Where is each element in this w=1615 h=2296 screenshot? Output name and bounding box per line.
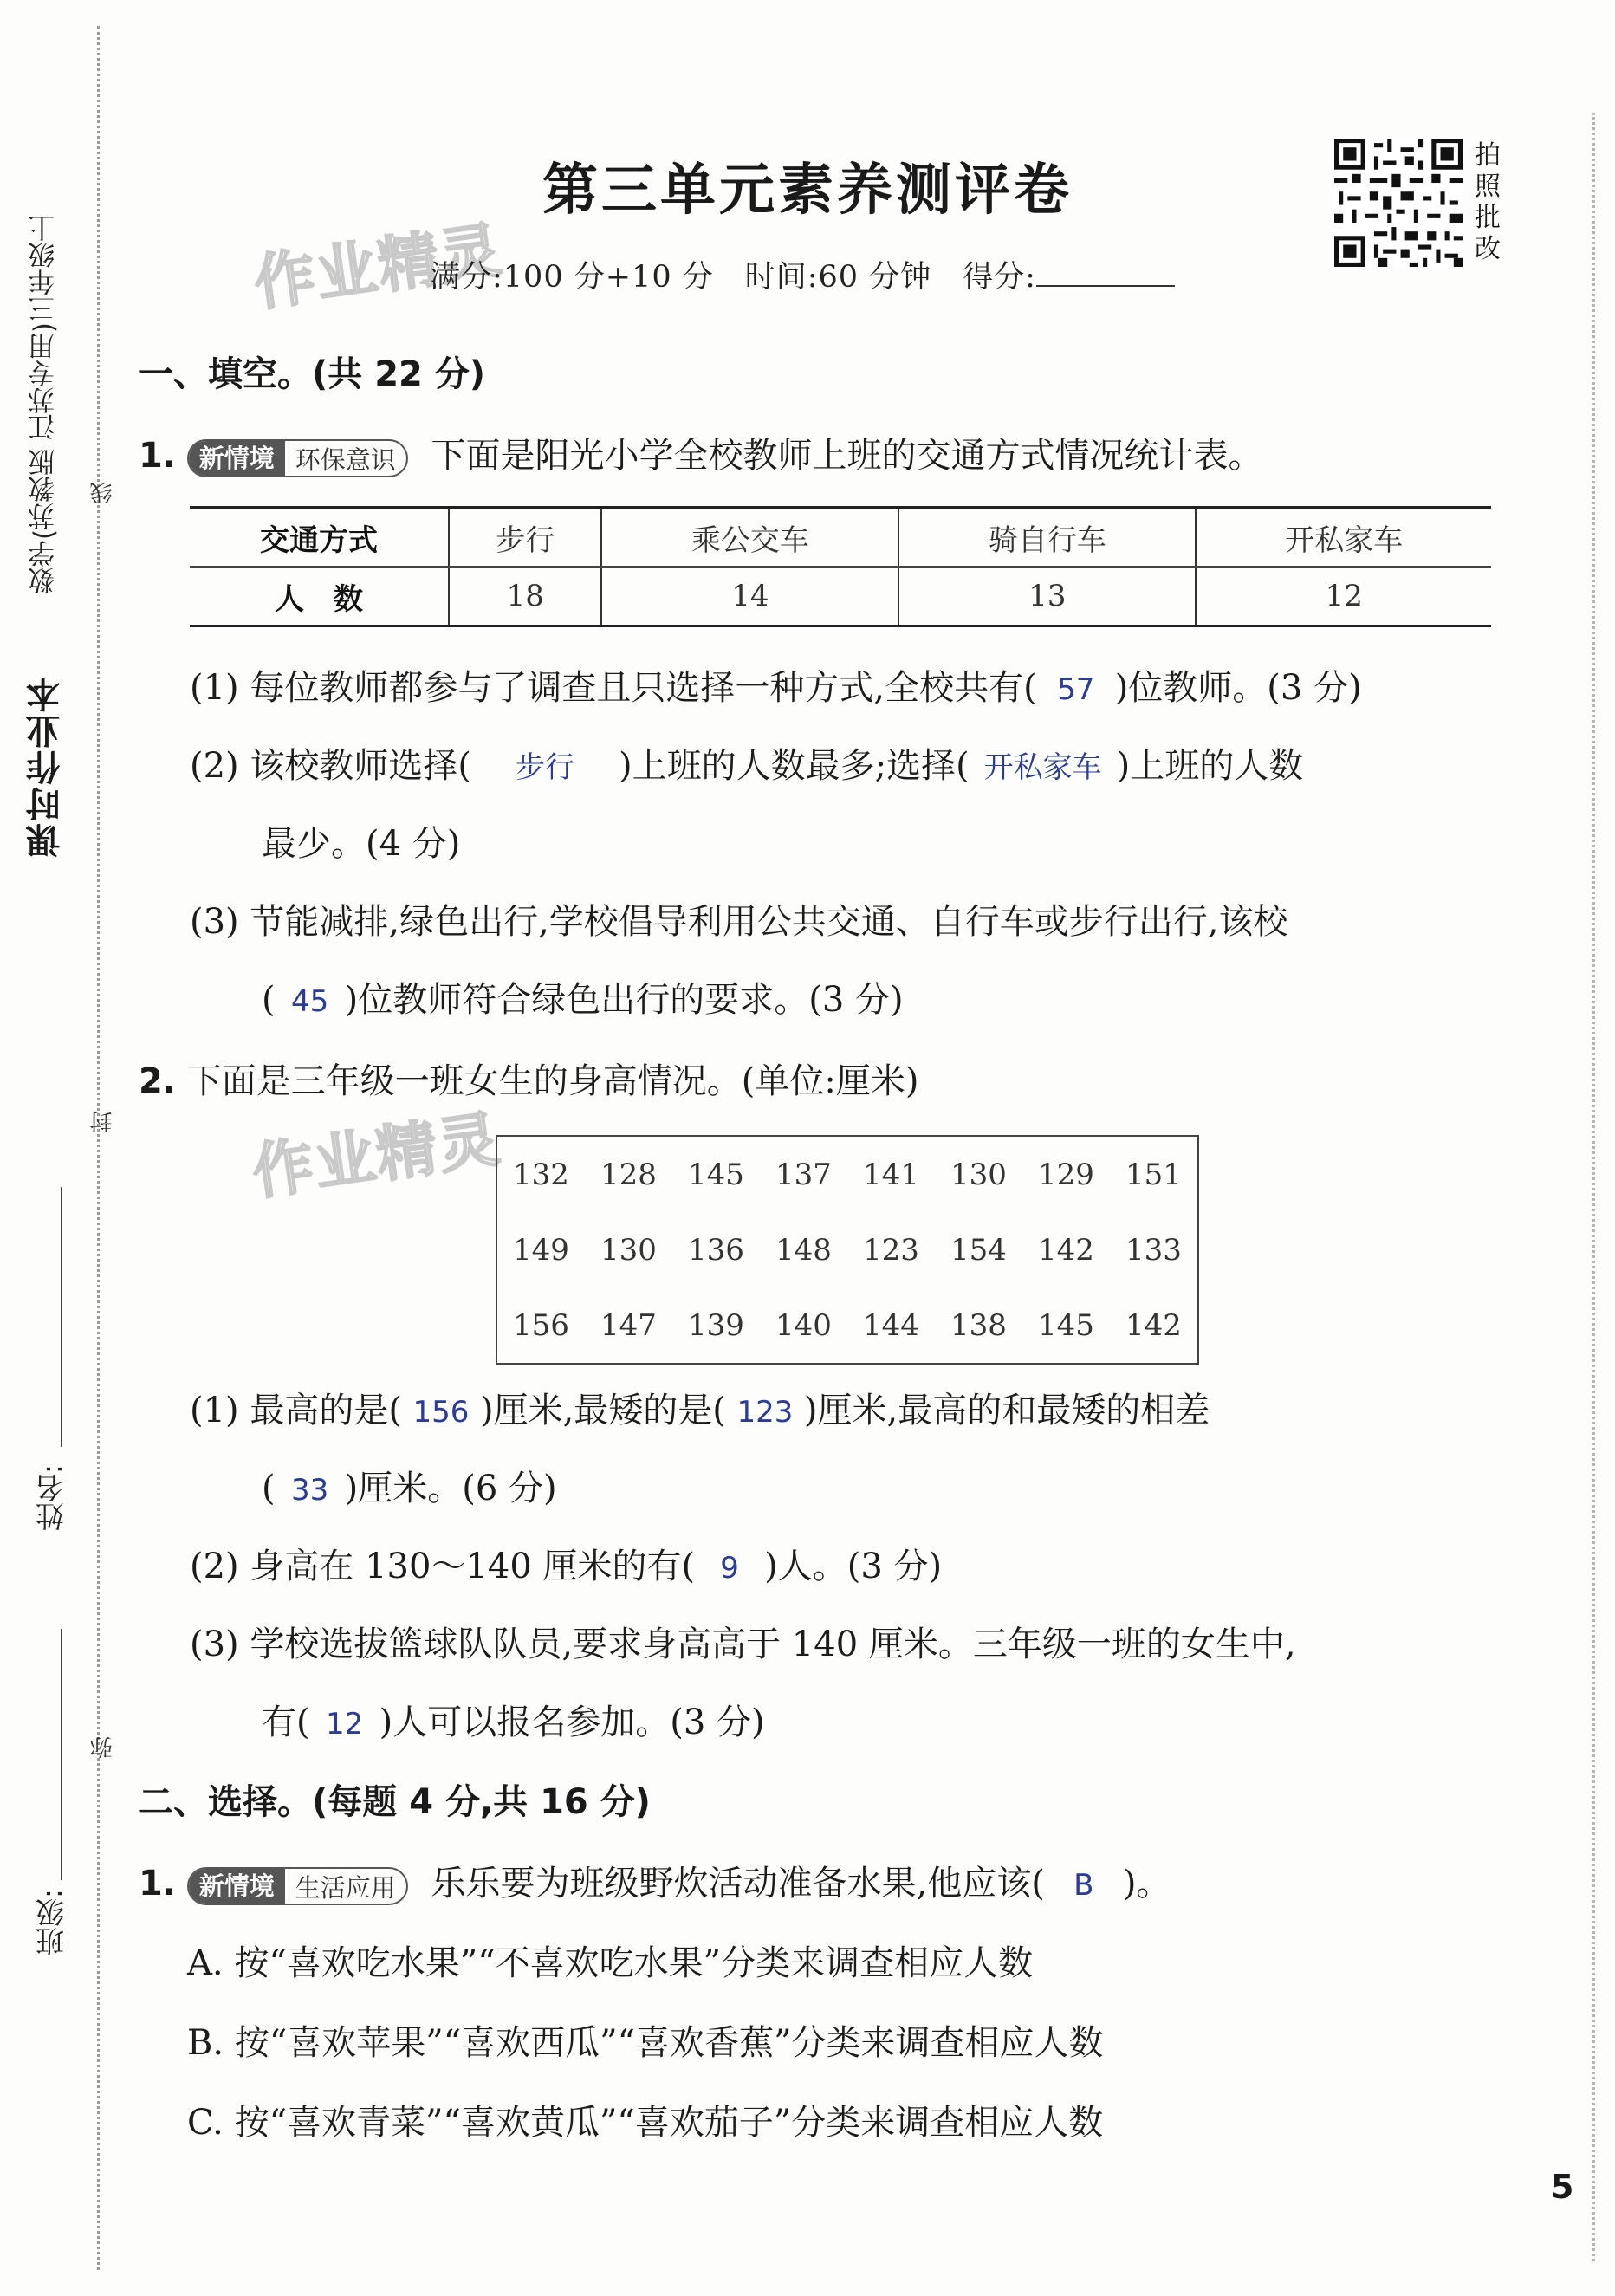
s2-q1-answer[interactable]: B <box>1073 1868 1094 1903</box>
table-header-cell: 交通方式 <box>190 508 449 568</box>
exam-meta <box>430 253 1175 296</box>
table-cell: 149 <box>513 1232 569 1268</box>
q1-part1-answer[interactable]: 57 <box>1057 672 1095 707</box>
q1-part2-answer2[interactable]: 开私家车 <box>983 750 1102 785</box>
q1-part3-pre: ( <box>262 980 276 1020</box>
table-cell: 138 <box>950 1307 1007 1343</box>
table-row <box>496 1212 1198 1287</box>
q1-part2-mid: )上班的人数最多;选择( <box>618 746 970 786</box>
qr-label <box>1473 140 1502 265</box>
option-b[interactable]: B. 按“喜欢苹果”“喜欢西瓜”“喜欢香蕉”分类来调查相应人数 <box>187 2023 1104 2063</box>
q2-part3b-pre: 有( <box>262 1703 310 1742</box>
table-cell: 130 <box>600 1232 657 1268</box>
table-cell: 136 <box>688 1232 744 1268</box>
scenario-tag <box>187 439 408 477</box>
name-blank-line <box>61 1187 62 1447</box>
seal-mi-char: 弥 <box>90 1736 116 1759</box>
q2-part2-post: )人。(3 分) <box>764 1547 943 1586</box>
table-cell: 13 <box>898 567 1196 626</box>
q1-part2-answer1[interactable]: 步行 <box>515 750 574 785</box>
table-cell: 137 <box>775 1157 832 1192</box>
table-cell: 144 <box>863 1307 919 1343</box>
table-cell: 骑自行车 <box>898 508 1196 568</box>
score-blank[interactable] <box>1036 261 1175 287</box>
q1-part2-post: )上班的人数 <box>1116 746 1304 786</box>
q1-part2-pre: (2) 该校教师选择( <box>190 746 471 786</box>
watermark-middle: 作业精灵 <box>248 1103 506 1209</box>
seal-line-char: 线 <box>90 482 116 504</box>
q1-stem <box>139 428 1263 477</box>
table-cell: 123 <box>863 1232 919 1268</box>
table-cell: 156 <box>513 1307 569 1343</box>
table-cell: 141 <box>863 1157 919 1192</box>
q1-part3-answer[interactable]: 45 <box>290 984 329 1019</box>
page-title: 第三单元素养测评卷 <box>542 158 1073 223</box>
qr-code-icon[interactable] <box>1334 139 1463 267</box>
table-cell: 145 <box>1038 1307 1094 1343</box>
q2-part3b-answer[interactable]: 12 <box>325 1707 364 1741</box>
qr-label-char: 照 <box>1475 172 1501 202</box>
s2-q1-stem <box>139 1856 1171 1905</box>
table-cell: 129 <box>1038 1157 1094 1192</box>
table-cell: 154 <box>950 1232 1007 1268</box>
section2-heading: 二、选择。(每题 4 分,共 16 分) <box>139 1782 651 1822</box>
q2-part1-pre: (1) 最高的是( <box>190 1391 402 1430</box>
table-row <box>496 1287 1198 1364</box>
class-label: 班级: <box>35 1889 68 1956</box>
qr-label-char: 拍 <box>1475 140 1501 171</box>
q1-part3-post: )位教师符合绿色出行的要求。(3 分) <box>344 980 904 1020</box>
book-subtitle: 数学(苏教版 江苏专用)三年级上 <box>29 215 60 594</box>
table-cell: 145 <box>688 1157 744 1192</box>
q2-part1b-pre: ( <box>262 1469 276 1508</box>
option-c[interactable]: C. 按“喜欢青菜”“喜欢黄瓜”“喜欢茄子”分类来调查相应人数 <box>187 2103 1104 2143</box>
q2-part2-answer[interactable]: 9 <box>720 1551 739 1586</box>
tag-topic: 生活应用 <box>295 1872 396 1903</box>
q1-part3: (3) 节能减排,绿色出行,学校倡导利用公共交通、自行车或步行出行,该校 <box>190 902 1288 942</box>
q1-part2-continued: 最少。(4 分) <box>262 824 461 864</box>
qr-label-char: 批 <box>1475 203 1501 233</box>
scenario-tag <box>187 1867 408 1905</box>
table-cell: 12 <box>1196 567 1491 626</box>
table-cell: 142 <box>1038 1232 1094 1268</box>
q2-part1-answer1[interactable]: 156 <box>412 1395 470 1430</box>
height-table <box>496 1135 1199 1365</box>
q1-part1-post: )位教师。(3 分) <box>1114 668 1362 708</box>
table-cell: 130 <box>950 1157 1007 1192</box>
table-cell: 18 <box>449 567 601 626</box>
q2-part1 <box>190 1383 1210 1432</box>
q2-part3: (3) 学校选拔篮球队队员,要求身高高于 140 厘米。三年级一班的女生中, <box>190 1625 1296 1664</box>
q1-part2 <box>190 738 1303 788</box>
q2-part2 <box>190 1539 942 1588</box>
tag-topic: 环保意识 <box>295 444 396 475</box>
table-cell: 133 <box>1125 1232 1182 1268</box>
seal-feng-char: 封 <box>90 1111 116 1133</box>
q1-part3-continued <box>262 972 904 1022</box>
table-cell: 142 <box>1125 1307 1182 1343</box>
tag-new-scenario: 新情境 <box>189 1869 285 1904</box>
q2-part2-pre: (2) 身高在 130～140 厘米的有( <box>190 1547 696 1586</box>
s2-q1-text: 乐乐要为班级野炊活动准备水果,他应该( <box>431 1864 1045 1904</box>
table-row <box>496 1136 1198 1212</box>
binding-dotted-line <box>97 26 100 2270</box>
class-blank-line <box>61 1629 62 1880</box>
table-cell: 151 <box>1125 1157 1182 1192</box>
q2-part3b-post: )人可以报名参加。(3 分) <box>379 1703 765 1742</box>
q1-text: 下面是阳光小学全校教师上班的交通方式情况统计表。 <box>431 436 1263 476</box>
watermark-top: 作业精灵 <box>250 214 508 320</box>
transport-table <box>190 506 1491 627</box>
exam-meta-text: 满分:100 分+10 分 时间:60 分钟 得分: <box>430 260 1036 295</box>
q2-part1-post: )厘米,最高的和最矮的相差 <box>803 1391 1210 1430</box>
q1-part1 <box>190 660 1362 710</box>
section1-heading: 一、填空。(共 22 分) <box>139 354 486 394</box>
name-label: 姓名: <box>35 1464 68 1532</box>
q1-part1-pre: (1) 每位教师都参与了调查且只选择一种方式,全校共有( <box>190 668 1037 708</box>
table-cell: 140 <box>775 1307 832 1343</box>
book-title: 课时作业本 <box>26 676 66 858</box>
table-cell: 乘公交车 <box>601 508 898 568</box>
table-header-cell: 人 数 <box>190 567 449 626</box>
table-cell: 148 <box>775 1232 832 1268</box>
table-cell: 147 <box>600 1307 657 1343</box>
qr-label-char: 改 <box>1475 234 1501 264</box>
table-cell: 开私家车 <box>1196 508 1491 568</box>
tag-new-scenario: 新情境 <box>189 441 285 476</box>
table-cell: 128 <box>600 1157 657 1192</box>
q1-number: 1. <box>139 436 177 476</box>
option-a[interactable]: A. 按“喜欢吃水果”“不喜欢吃水果”分类来调查相应人数 <box>187 1943 1034 1983</box>
s2-q1-number: 1. <box>139 1864 177 1904</box>
q2-part1-answer2[interactable]: 123 <box>736 1395 794 1430</box>
table-cell: 14 <box>601 567 898 626</box>
right-edge-dotted-line <box>1592 113 1595 2261</box>
table-row <box>190 567 1491 626</box>
q2-part1b-answer[interactable]: 33 <box>290 1473 329 1508</box>
page-number: 5 <box>1551 2168 1574 2206</box>
table-cell: 132 <box>513 1157 569 1192</box>
q2-number: 2. <box>139 1061 177 1101</box>
q2-part1-mid: )厘米,最矮的是( <box>479 1391 726 1430</box>
table-cell: 139 <box>688 1307 744 1343</box>
table-cell: 步行 <box>449 508 601 568</box>
s2-q1-post: )。 <box>1122 1864 1171 1904</box>
q2-part1b-post: )厘米。(6 分) <box>344 1469 557 1508</box>
table-row <box>190 508 1491 568</box>
q2-text: 下面是三年级一班女生的身高情况。(单位:厘米) <box>186 1061 919 1101</box>
q2-part3-continued <box>262 1695 765 1744</box>
q2-stem <box>139 1054 918 1103</box>
q2-part1-continued <box>262 1461 557 1510</box>
